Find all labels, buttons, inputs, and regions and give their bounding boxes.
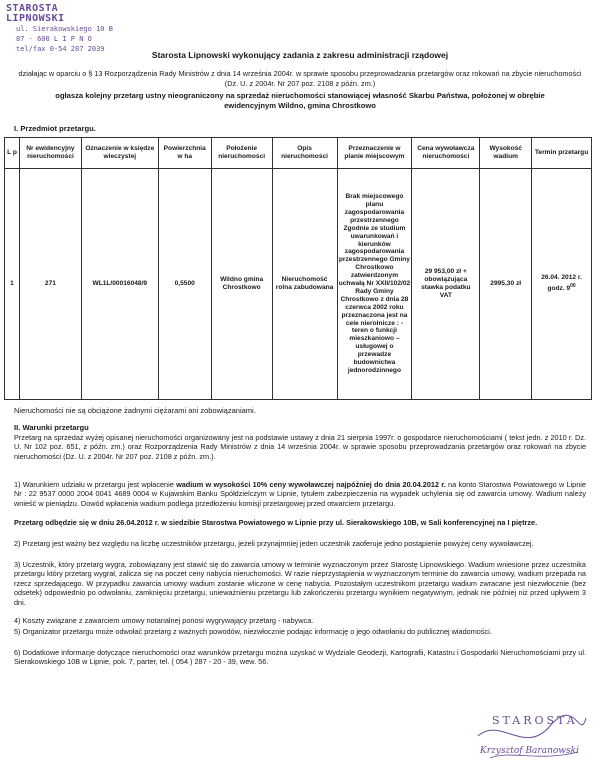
announcement-heading: ogłasza kolejny przetarg ustny nieograniczony na sprzedaż nieruchomości stanowiącej własność Skarbu Państwa, położonej w obrębie ewidencyjnym Wildno, gmina Chrostkowo — [55, 91, 545, 110]
point-2-text: 2) Przetarg jest ważny bez względu na liczbę uczestników przetargu, jeżeli przynajmniej jeden uczestnik zaoferuje jedno postąpienie powyżej ceny wywoławczej. — [14, 539, 534, 548]
point-6-text: 6) Dodatkowe informacje dotyczące nieruchomości oraz warunków przetargu można uzyskać w Wydziale Geodezji, Kartografii, Katastru i Gospodarki Nieruchomościami przy ul. Sierakowskiego 10B w Lipnie, pok. 7, parter, tel. ( 054 ) 287 - 20 - 39, wew. 56. — [14, 648, 586, 667]
encumbrance-note: Nieruchomości nie są obciążone żadnymi ciężarami ani zobowiązaniami. — [14, 406, 256, 415]
conditions-text: Przetarg na sprzedaż wyżej opisanej nieruchomości organizowany jest na podstawie ustawy z dnia 21 sierpnia 1997r. o gospodarce nieruchomościami ( tekst jedn. z 2010 r. Dz. U. Nr 102 poz. 651, z późn. zm.) oraz Rozporządzenia Rady Ministrów z dnia 14 września 2004r. w sprawie sposobu przeprowadzania przetargów oraz rokowań na zbycie nieruchomości (Dz. U. z 2004r. Nr 207 poz. 2108 z późn. zm.). — [14, 433, 586, 461]
cell-kw: WL1L/00016048/9 — [81, 169, 158, 400]
header-description: Opis nieruchomości — [272, 138, 337, 169]
header-plan: Przeznaczenie w planie miejscowym — [337, 138, 412, 169]
cell-plan: Brak miejscowego planu zagospodarowania przestrzennego Zgodnie ze studium uwarunkowań i kierunków zagospodarowania przestrzennego Gminy Chrostkowo zatwierdzonym uchwałą Nr XXII/102/02 Rady Gminy Chrostkowo z dnia 28 czerwca 2002 roku przeznaczona jest na cele nierolnicze : - teren o funkcji mieszkaniowo – usługowej o przewadze budownictwa jednorodzinnego — [337, 169, 412, 400]
point-3-text: 3) Uczestnik, który przetarg wygra, zobowiązany jest stawić się do zawarcia umowy w terminie wyznaczonym przez Starostę Lipnowskiego. Wadium wniesione przez uczestnika przetargu który przetarg wygrał, zalicza się na poczet ceny nabycia nieruchomości. W razie nieprzystąpienia w wyznaczonym terminie do zawarcia umowy, wadium przepada na rzecz sprzedającego. W przypadku zawarcia umowy wadium zostanie wliczone w cenę nabycia. Pozostałym uczestnikom przetargu wadium zwracane jest niezwłocznie (bez odsetek) odpowiednio po odwołaniu, zamknięciu przetargu, unieważnieniu przetargu lub zakończeniu przetargu wynikiem negatywnym, jednak nie później niż przed upływem 3 dni. — [14, 560, 586, 607]
deposit-text-b: na konto Starostwa Powiatowego w Lipnie Nr : 22 9537 0000 2004 0041 4689 0004 w Kujawskim Banku Spółdzielczym w Lipnie, tytułem zabezpieczenia na wypadek uchylenia się od zawarcia umowy. Wadium należy wnieść w pieniądzu. Dowód wpłacenia wadium podlega przedłożeniu komisji przetargowej przed otwarciem przetargu. — [14, 480, 586, 508]
point-6 — [14, 648, 586, 667]
document-title: Starosta Lipnowski wykonujący zadania z zakresu administracji rządowej — [151, 50, 449, 60]
deposit-paragraph — [14, 480, 586, 508]
cell-lp: 1 — [5, 169, 20, 400]
point-5 — [14, 627, 586, 636]
stamp-line-1: STAROSTA LIPNOWSKI — [6, 3, 65, 24]
cell-description: Nieruchomość rolna zabudowana — [272, 169, 337, 400]
deposit-text-a: 1) Warunkiem udziału w przetargu jest wpłacenie — [14, 480, 177, 489]
header-lp: L p — [5, 138, 20, 169]
header-kw: Oznaczenie w księdze wieczystej — [81, 138, 158, 169]
cell-nr: 271 — [19, 169, 81, 400]
cell-price: 29 953,00 zł + obowiązująca stawka podatku VAT — [412, 169, 480, 400]
point-2 — [14, 539, 586, 548]
header-area: Powierzchnia w ha — [158, 138, 211, 169]
point-5-text: 5) Organizator przetargu może odwołać przetarg z ważnych powodów, niezwłocznie podając informację o jego odwołaniu do publicznej wiadomości. — [14, 627, 492, 636]
point-4-text: 4) Koszty związane z zawarciem umowy notarialnej ponosi wygrywający przetarg - nabywca. — [14, 616, 314, 625]
header-nr: Nr ewidencyjny nieruchomości — [19, 138, 81, 169]
table-header-row — [5, 138, 592, 169]
deposit-text — [14, 480, 586, 508]
cell-location: Wildno gmina Chrostkowo — [211, 169, 272, 400]
header-date: Termin przetargu — [532, 138, 592, 169]
stamp-line-2: ul. Sierakowskiego 10 B — [16, 25, 113, 33]
signature-stamp: STAROSTA — [492, 714, 578, 727]
signature — [470, 706, 590, 766]
section-2-heading: II. Warunki przetargu — [14, 423, 89, 432]
auction-place-text: Przetarg odbędzie się w dniu 26.04.2012 r. w siedzibie Starostwa Powiatowego w Lipnie przy ul. Sierakowskiego 10B, w Sali konferencyjnej na I piętrze. — [14, 518, 538, 527]
deposit-text-bold: wadium w wysokości 10% ceny wywoławczej najpóźniej do dnia 20.04.2012 r. — [176, 480, 446, 489]
stamp-line-4: tel/fax 0-54 287 2039 — [16, 45, 105, 53]
cell-deposit: 2995,30 zł — [480, 169, 532, 400]
table-row — [5, 169, 592, 400]
legal-basis: działając w oparciu o § 13 Rozporządzenia Rady Ministrów z dnia 14 września 2004r. w sprawie sposobu przeprowadzania przetargów oraz rokowań na zbycie nieruchomości (Dz. U. z 2004r. Nr 207 poz. 2108 z późn. zm.) — [18, 69, 582, 88]
header-deposit: Wysokość wadium — [480, 138, 532, 169]
section-1-heading: I. Przedmiot przetargu. — [14, 124, 96, 133]
stamp-line-3: 87 - 600 L I P N O — [16, 35, 92, 43]
hour-minutes: 00 — [570, 283, 576, 290]
property-table — [4, 137, 592, 400]
signature-name: Krzysztof Baranowski — [480, 746, 579, 756]
auction-place — [14, 518, 586, 527]
header-location: Położenie nieruchomości — [211, 138, 272, 169]
point-4 — [14, 616, 586, 625]
cell-area: 0,5500 — [158, 169, 211, 400]
conditions-paragraph — [14, 433, 586, 461]
date-text: 26.04. 2012 r. godz. 9 — [541, 274, 582, 293]
official-stamp — [6, 4, 118, 54]
header-price: Cena wywoławcza nieruchomości — [412, 138, 480, 169]
point-3 — [14, 560, 586, 607]
cell-date — [532, 169, 592, 400]
